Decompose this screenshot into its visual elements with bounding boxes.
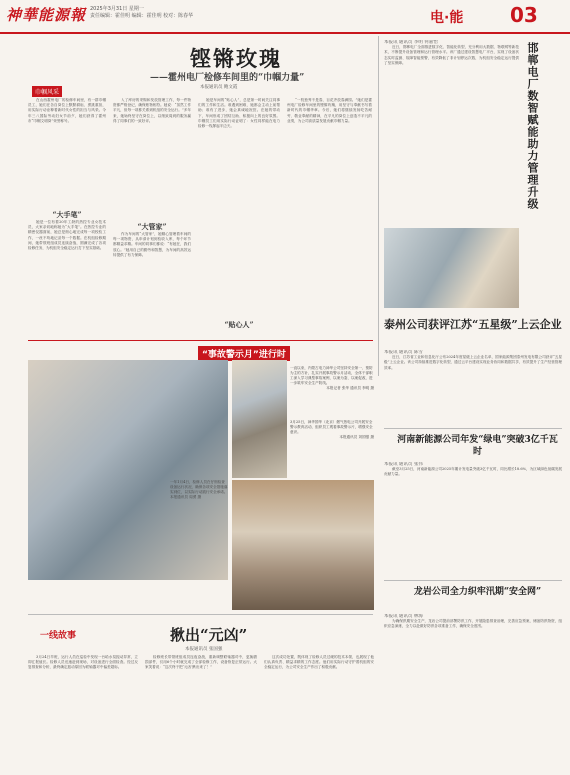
bottom-section-tag: 一线故事: [40, 631, 77, 641]
paragraph: 为确保汛期安全生产，龙岩公司提前部署防汛工作，开展隐患排查治理，完善应急预案，储备防汛物资，组织应急演练，全力以赴做好防汛各项准备工作，确保安全度汛。: [384, 619, 562, 629]
caption-author: 本报通讯员 刘国强 摄: [339, 435, 374, 439]
right-story-1-byline: 本报讯 通讯员 李明 何嘉怡: [384, 40, 438, 45]
paragraph: 她是一位有着20年工龄的热控专业女技术员，大家亲切地称她为“大手笔”。在热控专业的精密仪器面前，她总是细心地完成每一项校验工作，一丝不苟地记录每一个数据。在机组检修期间，她带领班组成员连续奋战，圆满完成了各项检修任务，为机组安全稳定运行打下坚实基础。: [28, 220, 106, 251]
bottom-rule: [28, 614, 373, 615]
bottom-story-title: 揪出“元凶”: [170, 626, 248, 644]
paragraph: 截至3月25日，河南新能源公司2025年累计发电量突破3亿千瓦时，同比增长18.6%，为区域绿色低碳发展贡献力量。: [384, 467, 562, 477]
article-byline: 本报通讯员 鲍文霞: [200, 85, 238, 90]
right-story-2-byline: 本报讯 通讯员 陈雪: [384, 350, 423, 355]
equipment-photo: [232, 480, 374, 610]
caption-text: 3月25日，神华国华（北京）燃气热电公司开展安全警示教育活动，组织员工观看事故警示片，增强安全意识。: [290, 420, 373, 434]
right-story-3-body: [384, 462, 562, 562]
right-divider-2: [384, 580, 562, 581]
right-story-photo: [384, 228, 519, 308]
caption-text: 一直以来，内蒙古电力神华公司坚持安全第一、预防为主的方针，扎实开展事故警示月活动，全体干部职工深入学习典型事故案例，以案为鉴、以案促改，进一步筑牢安全生产防线。: [290, 366, 373, 385]
right-story-2-title: 泰州公司获评江苏“五星级”上云企业: [384, 318, 562, 331]
right-divider-1: [384, 428, 562, 429]
page-number: 03: [510, 3, 538, 27]
bottom-story-col-2: [145, 655, 257, 765]
section-tag: 巾帼风采: [32, 86, 62, 97]
article-column-4: [287, 98, 372, 338]
subhead-3: “贴心人”: [224, 320, 254, 329]
article-subtitle: ——霍州电厂检修车间里的“巾帼力量”: [150, 73, 305, 83]
right-story-2-body: [384, 350, 562, 420]
right-story-3-byline: 本报讯 通讯员 张伟: [384, 462, 423, 467]
caption-author: 本报记者 张华 通讯员 李明 摄: [326, 386, 374, 390]
photo-caption-1: [290, 366, 374, 418]
paragraph: 这次成功处置，既体现了检修人员过硬的技术本领，也展现了他们认真负责、精益求精的工作态度。他们用实际行动守护着机组的安全稳定运行，为公司安全生产作出了积极贡献。: [264, 655, 374, 670]
right-story-4-title: 龙岩公司全力织牢汛期“安全网”: [413, 587, 542, 597]
safety-banner: “事故警示月”进行时: [198, 346, 290, 361]
article-column-3: [198, 98, 280, 318]
banner-rule: [28, 340, 373, 341]
paragraph: 3月24日早班，运行人员在巡检中发现一台给水泵振动异常，立即汇报值长。检修人员迅速赶到现场，对设备进行全面检查。经过反复排查和分析，最终确定振动原因为联轴器对中偏差超标。: [28, 655, 138, 670]
masthead-date: [90, 6, 193, 20]
editor-line: 责任编辑：霍佳明 编辑：霍佳明 校对：陈春华: [90, 13, 194, 19]
bottom-story-byline: 本报通讯员 张国强: [185, 647, 223, 652]
paragraph: 她是车间的“贴心人”，总是第一时间关注同事们的工作和生活。谁遇到困难，她都会主动上前帮助；谁有了进步，她会真诚地祝贺。在她的带动下，车间形成了团结互助、积极向上的良好氛围。巾帼员工们用实际行动证明了：女性同样能在电力检修一线撑起半边天。: [198, 98, 280, 129]
paragraph: 入了库房的采购和发放管理工作，每一件物资都严格登记，确保账物相符。她说：“虽然工作平凡，但每一项都关系到机组的安全运行。”多年来，她始终坚守在岗位上，以细致周到的服务赢得了同事们的一致好评。: [113, 98, 191, 123]
paragraph: 近日，邯郸电厂全面推进数字化、智能化转型，充分利用大数据、物联网等新技术，不断提升设备管理和运行管理水平。该厂通过建设智慧电厂平台，实现了设备状态实时监测、故障智能预警，有效降低了非计划停运次数，为机组安全稳定运行提供了坚实保障。: [384, 45, 519, 65]
right-story-1-headline: 邯郸电厂数智赋能助力管理升级: [526, 42, 539, 210]
caption-author: 本报通讯员 周勇 摄: [170, 495, 202, 499]
paragraph: 近日，江苏省工业和信息化厅公布2024年度星级上云企业名单，国家能源集团泰州发电有限公司获评“五星级”上云企业。该公司持续推进数字化转型，通过云平台建设实现业务协同和数据共享，有效提升了生产经营管理效率。: [384, 355, 562, 370]
article-column-1b: [28, 220, 106, 330]
photo-caption-2: [290, 420, 374, 476]
bottom-story-col-1: [28, 655, 138, 765]
paragraph: 检修班长带领班组成员连夜奋战，重新调整联轴器对中，更换磨损部件，仅用6个小时就完成了全部检修工作，设备恢复正常运行。大家笑着说：“这次终于把‘元凶’揪出来了！”: [145, 655, 257, 670]
right-story-4-body: [384, 614, 562, 764]
section-label: 电·能: [430, 10, 464, 26]
date-line: 2025年3月31日 星期一: [90, 6, 144, 12]
article-column-2: [113, 98, 191, 216]
worker-photo-small: [232, 360, 287, 478]
article-column-1: [28, 98, 106, 218]
paragraph: 在山西霍州电厂的检修车间里，有一群巾帼员工，她们在各自岗位上默默耕耘、勇挑重担，用实际行动诠释着新时代女性的担当与风采。今年三八国际劳动妇女节前夕，她们获得了霍州市“巾帼文明岗”荣誉称号。: [28, 98, 106, 123]
column-divider: [378, 36, 379, 376]
right-story-3-title: 河南新能源公司年发“绿电”突破3亿千瓦时: [397, 435, 558, 457]
paragraph: “一枝独秀不是春，百花齐放春满园。”她们是霍州电厂检修车间里的铿锵玫瑰，用坚守与奉献书写着新时代的巾帼华章。今后，她们将继续发扬吃苦耐劳、敬业奉献的精神，在平凡的岗位上创造不平凡的业绩，为公司高质量发展贡献巾帼力量。: [287, 98, 372, 123]
caption-text: 一年1月4日，检修人员在仔细检查设备运行状况，确保各项安全措施落实到位，以实际行动践行安全承诺。: [170, 480, 228, 494]
paragraph: 作为车间的“大管家”，她精心管理着车间的每一项物资，从申请计划到验收入库，每个环节都精益求精。车间的同事们都说：“有她在，我们放心。”她用自己的勤劳和智慧，为车间的高效运转提供了有力保障。: [113, 232, 191, 257]
masthead-rule: [0, 32, 570, 34]
right-story-1-body: [384, 40, 519, 220]
article-column-2b: [113, 232, 191, 332]
subhead-2: “大管家”: [137, 222, 167, 231]
right-story-4-byline: 本报讯 通讯员 林海: [384, 614, 423, 619]
masthead-logo: 神華能源報: [6, 6, 87, 24]
article-title: 铿锵玫瑰: [190, 46, 282, 71]
bottom-story-col-3: [264, 655, 374, 765]
photo-caption-3: [170, 480, 228, 560]
subhead-1: “大手笔”: [52, 210, 82, 219]
